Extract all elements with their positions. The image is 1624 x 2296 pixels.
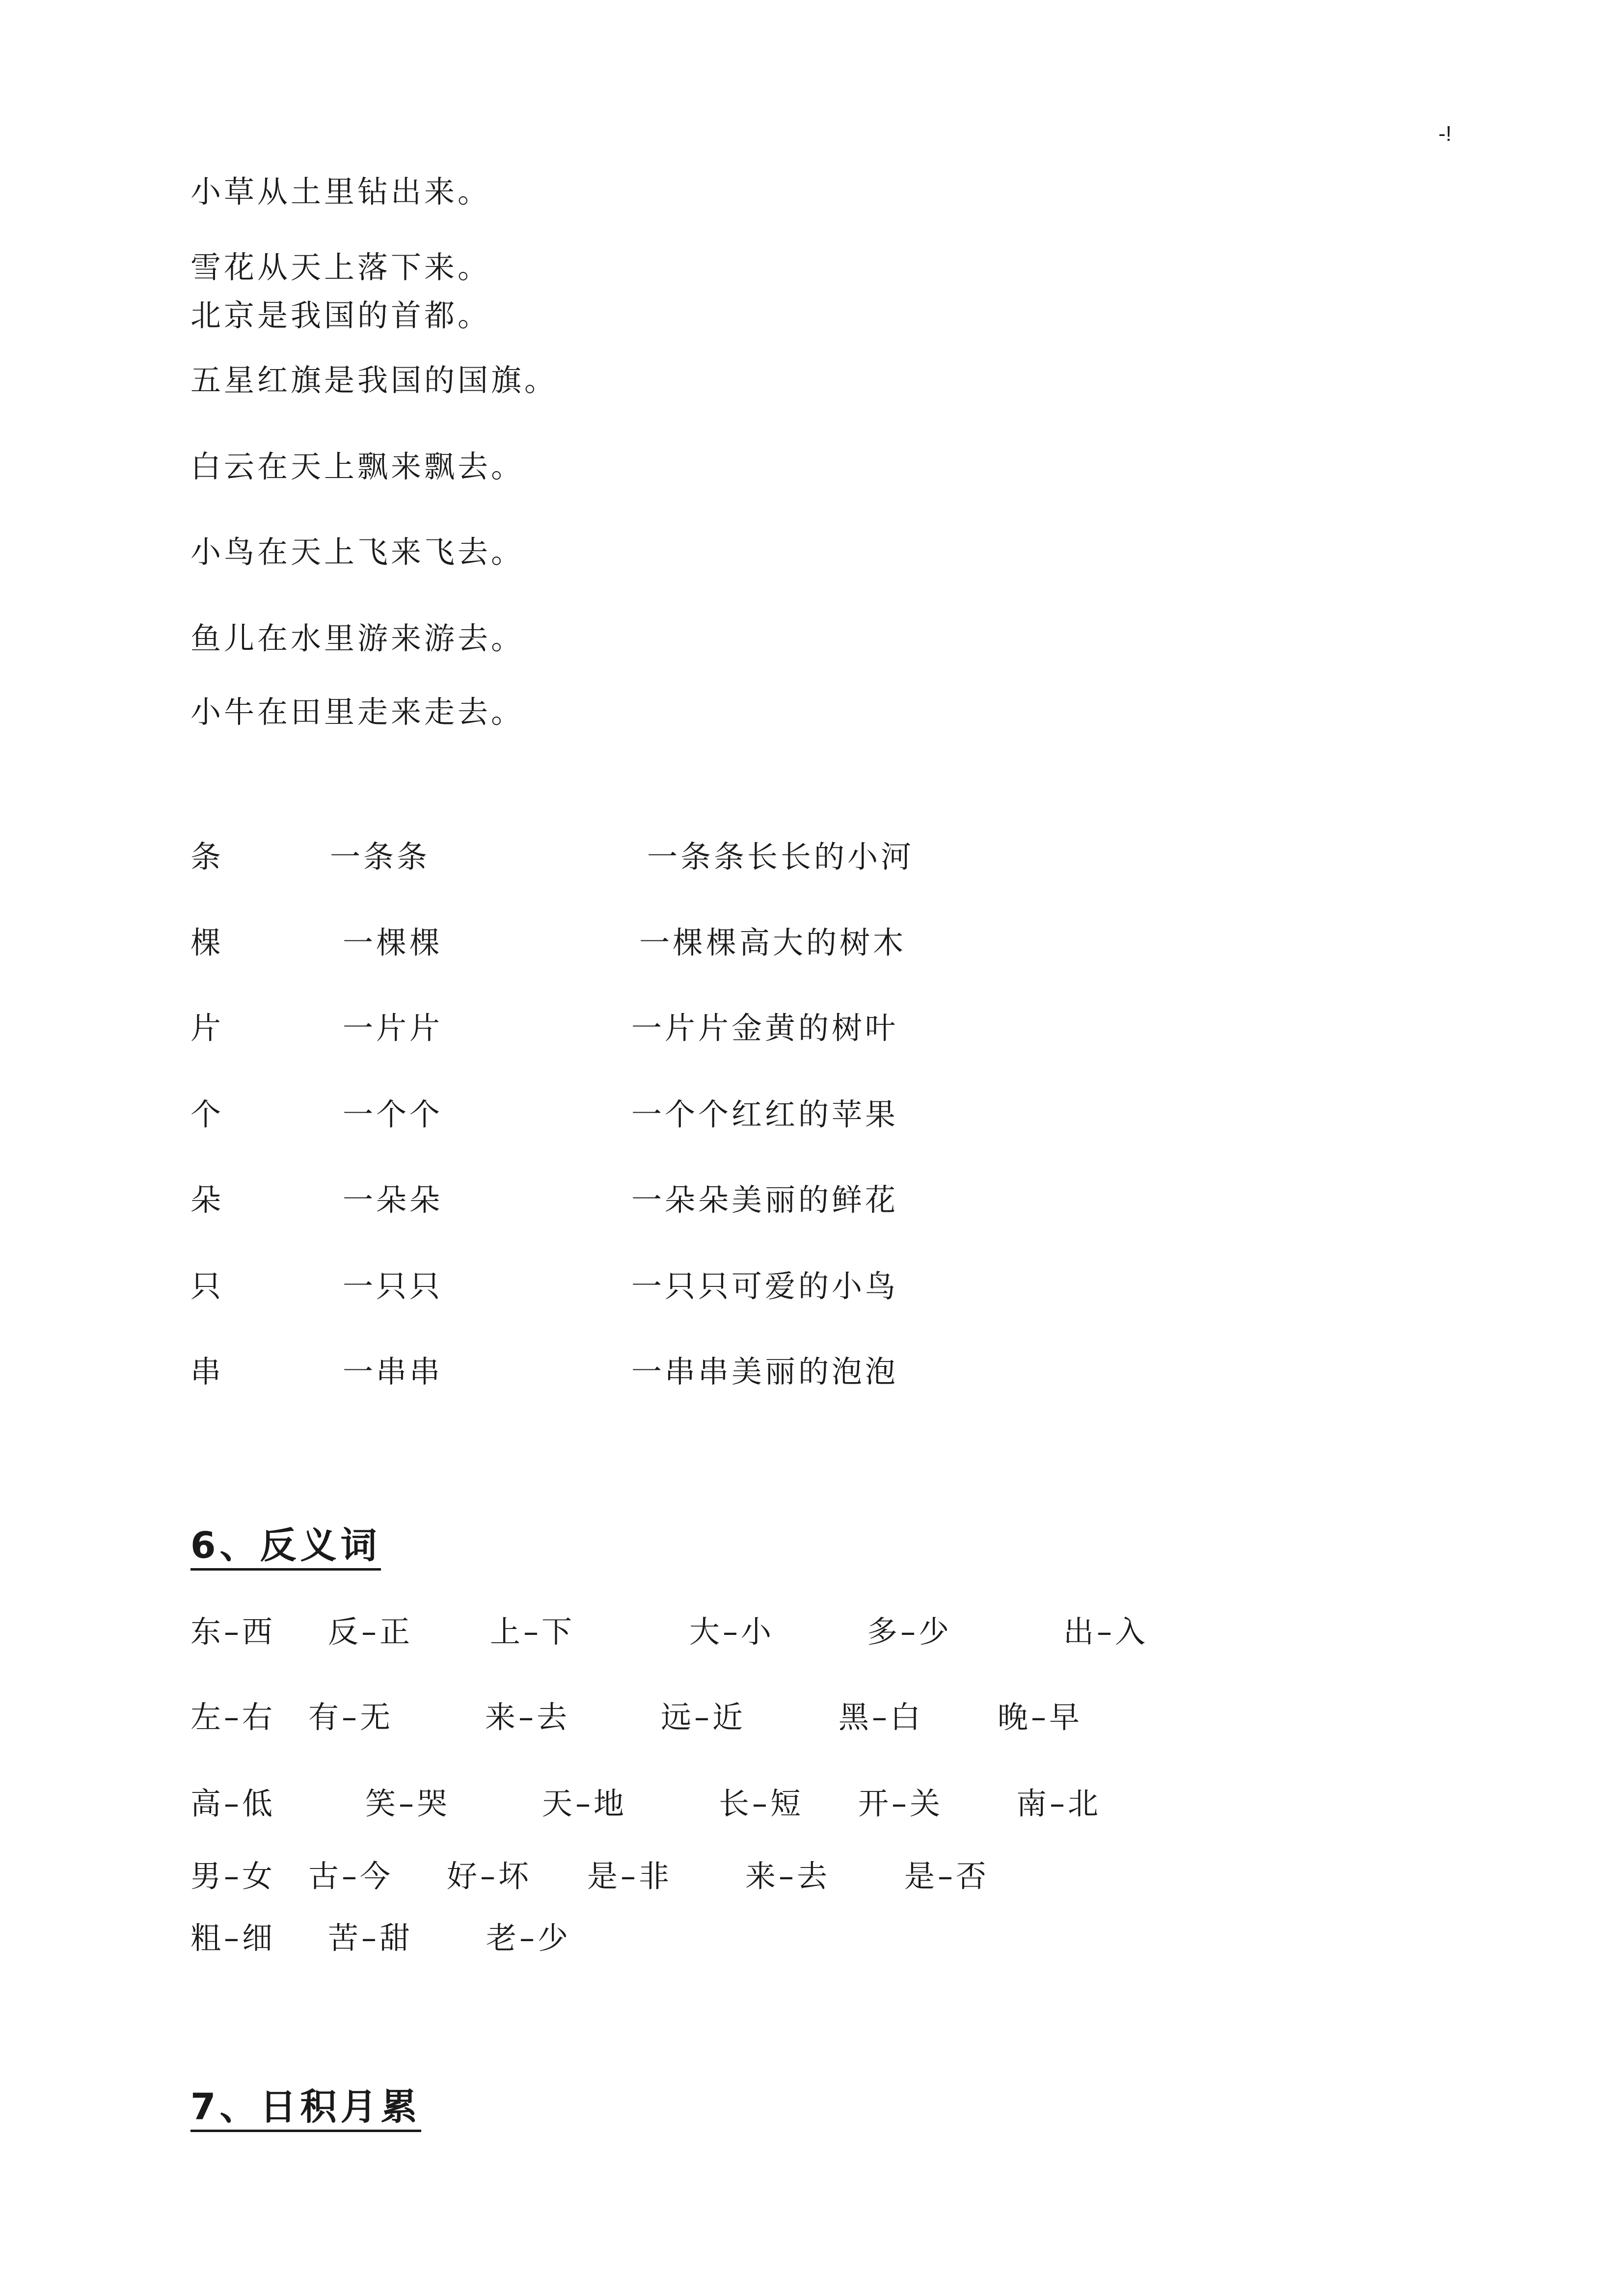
measure-word-phrase: 一朵朵美丽的鲜花 — [631, 1182, 899, 1218]
sentence: 小鸟在天上飞来飞去。 — [190, 534, 525, 570]
antonym-pair: 苦–甜 — [328, 1920, 413, 1956]
antonym-pair: 古–今 — [308, 1858, 394, 1894]
antonym-pair: 反–正 — [328, 1614, 413, 1650]
antonym-pair: 长–短 — [719, 1786, 804, 1821]
measure-word-phrase: 一只只可爱的小鸟 — [631, 1268, 899, 1304]
antonym-pair: 粗–细 — [190, 1920, 276, 1956]
measure-word: 棵 — [190, 925, 224, 961]
sentence: 鱼儿在水里游来游去。 — [190, 620, 525, 656]
antonym-pair: 天–地 — [542, 1786, 627, 1821]
heading-underline — [190, 1568, 381, 1571]
measure-word-repeat: 一片片 — [343, 1010, 443, 1046]
measure-word-repeat: 一朵朵 — [343, 1182, 443, 1218]
antonym-pair: 南–北 — [1016, 1786, 1102, 1821]
antonym-pair: 笑–哭 — [365, 1786, 451, 1821]
antonym-pair: 有–无 — [308, 1699, 394, 1735]
antonym-pair: 好–坏 — [447, 1858, 532, 1894]
measure-word: 片 — [190, 1010, 224, 1046]
measure-word-phrase: 一片片金黄的树叶 — [631, 1010, 899, 1046]
antonym-pair: 高–低 — [190, 1786, 276, 1821]
measure-word: 条 — [190, 839, 224, 875]
section-heading-text: 7、日积月累 — [190, 2086, 421, 2128]
section-heading — [190, 1524, 381, 1567]
antonym-pair: 大–小 — [689, 1614, 775, 1650]
measure-word-phrase: 一棵棵高大的树木 — [639, 925, 907, 961]
measure-word-phrase: 一个个红红的苹果 — [631, 1096, 899, 1132]
antonym-pair: 左–右 — [190, 1699, 276, 1735]
antonym-pair: 远–近 — [661, 1699, 746, 1735]
sentence: 北京是我国的首都。 — [190, 297, 491, 333]
measure-word-repeat: 一个个 — [343, 1096, 443, 1132]
measure-word: 个 — [190, 1096, 224, 1132]
antonym-pair: 是–否 — [904, 1858, 990, 1894]
section-heading-text: 6、反义词 — [190, 1524, 381, 1567]
sentence: 小牛在田里走来走去。 — [190, 694, 525, 730]
measure-word-repeat: 一只只 — [343, 1268, 443, 1304]
heading-underline — [190, 2130, 421, 2132]
antonym-pair: 来–去 — [745, 1858, 831, 1894]
sentence: 五星红旗是我国的国旗。 — [190, 362, 558, 398]
measure-word: 只 — [190, 1268, 224, 1304]
antonym-pair: 黑–白 — [839, 1699, 924, 1735]
section-heading — [190, 2086, 421, 2128]
measure-word: 朵 — [190, 1182, 224, 1218]
sentence: 白云在天上飘来飘去。 — [190, 449, 525, 484]
antonym-pair: 东–西 — [190, 1614, 276, 1650]
antonym-pair: 男–女 — [190, 1858, 276, 1894]
page-marker: -! — [1438, 122, 1452, 146]
antonym-pair: 晚–早 — [998, 1699, 1083, 1735]
measure-word-repeat: 一条条 — [330, 839, 431, 875]
measure-word-phrase: 一条条长长的小河 — [647, 839, 915, 875]
sentence: 小草从土里钻出来。 — [190, 174, 491, 210]
antonym-pair: 开–关 — [858, 1786, 944, 1821]
antonym-pair: 上–下 — [490, 1614, 575, 1650]
antonym-pair: 出–入 — [1063, 1614, 1149, 1650]
measure-word-phrase: 一串串美丽的泡泡 — [631, 1354, 899, 1389]
antonym-pair: 多–少 — [867, 1614, 952, 1650]
antonym-pair: 来–去 — [485, 1699, 570, 1735]
antonym-pair: 老–少 — [486, 1920, 571, 1956]
antonym-pair: 是–非 — [587, 1858, 673, 1894]
measure-word: 串 — [190, 1354, 224, 1389]
measure-word-repeat: 一棵棵 — [343, 925, 443, 961]
measure-word-repeat: 一串串 — [343, 1354, 443, 1389]
sentence: 雪花从天上落下来。 — [190, 249, 491, 285]
